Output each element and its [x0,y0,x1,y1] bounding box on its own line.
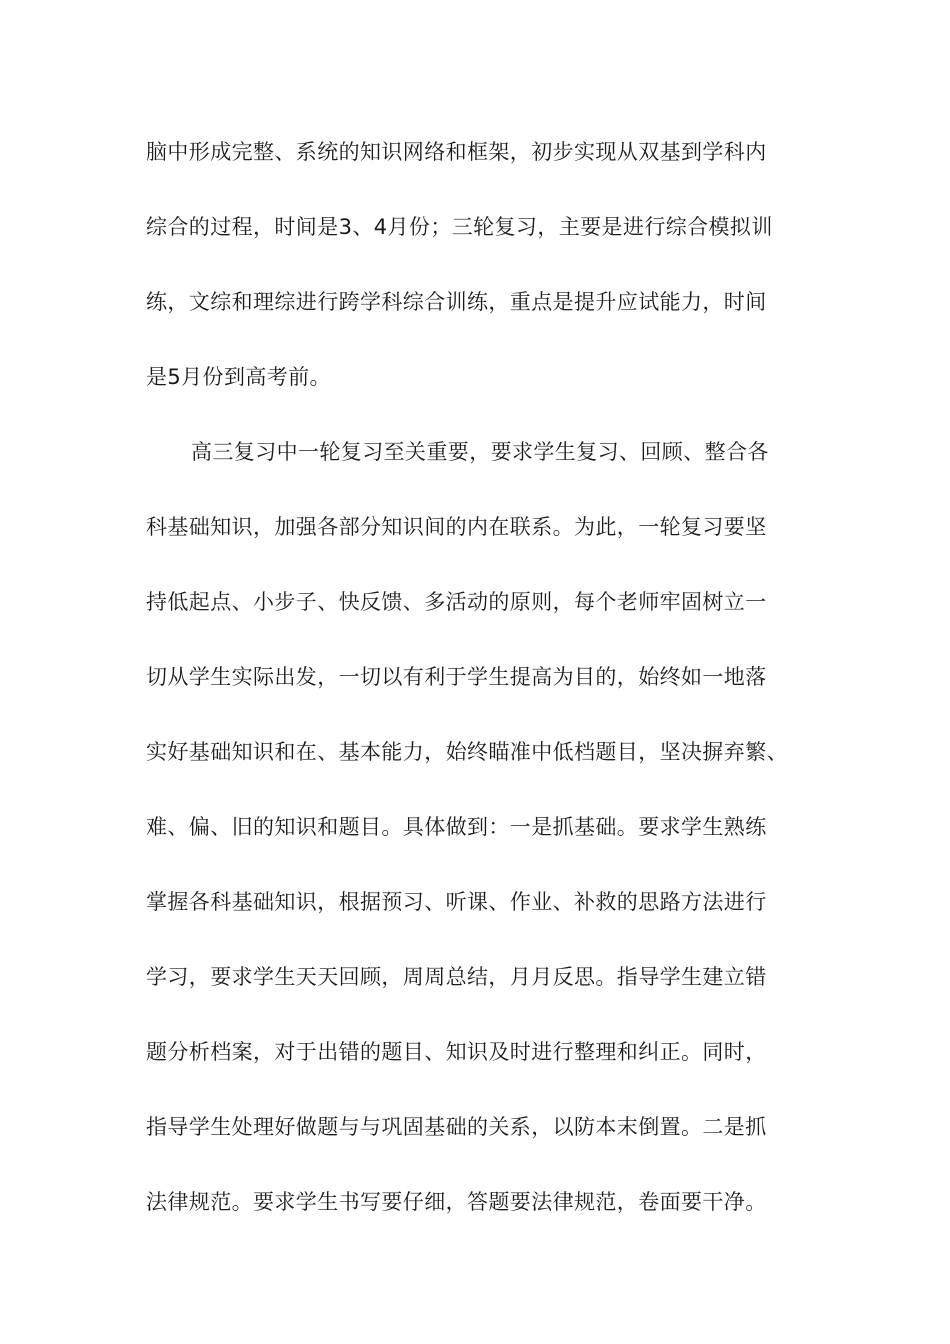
text-line: 综合的过程，时间是3、4月份；三轮复习，主要是进行综合模拟训 [146,215,773,239]
text-line: 掌握各科基础知识，根据预习、听课、作业、补救的思路方法进行 [146,890,767,914]
paragraph-first-line: 高三复习中一轮复习至关重要，要求学生复习、回顾、整合各 [191,440,769,464]
text-line: 持低起点、小步子、快反馈、多活动的原则，每个老师牢固树立一 [146,590,767,614]
text-line: 练，文综和理综进行跨学科综合训练，重点是提升应试能力，时间 [146,290,767,314]
text-line: 题分析档案，对于出错的题目、知识及时进行整理和纠正。同时， [146,1040,767,1064]
body-text [146,128,826,1253]
text-line: 是5月份到高考前。 [146,365,331,389]
text-line: 科基础知识，加强各部分知识间的内在联系。为此，一轮复习要坚 [146,515,767,539]
text-line: 指导学生处理好做题与与巩固基础的关系，以防本末倒置。二是抓 [146,1115,767,1139]
text-line: 脑中形成完整、系统的知识网络和框架，初步实现从双基到学科内 [146,140,767,164]
text-line: 切从学生实际出发，一切以有利于学生提高为目的，始终如一地落 [146,665,767,689]
text-line: 实好基础知识和在、基本能力，始终瞄准中低档题目，坚决摒弃繁、 [146,740,788,764]
text-line: 学习，要求学生天天回顾，周周总结，月月反思。指导学生建立错 [146,965,767,989]
text-line: 法律规范。要求学生书写要仔细，答题要法律规范，卷面要干净。 [146,1190,767,1214]
text-line: 难、偏、旧的知识和题目。具体做到：一是抓基础。要求学生熟练 [146,815,767,839]
